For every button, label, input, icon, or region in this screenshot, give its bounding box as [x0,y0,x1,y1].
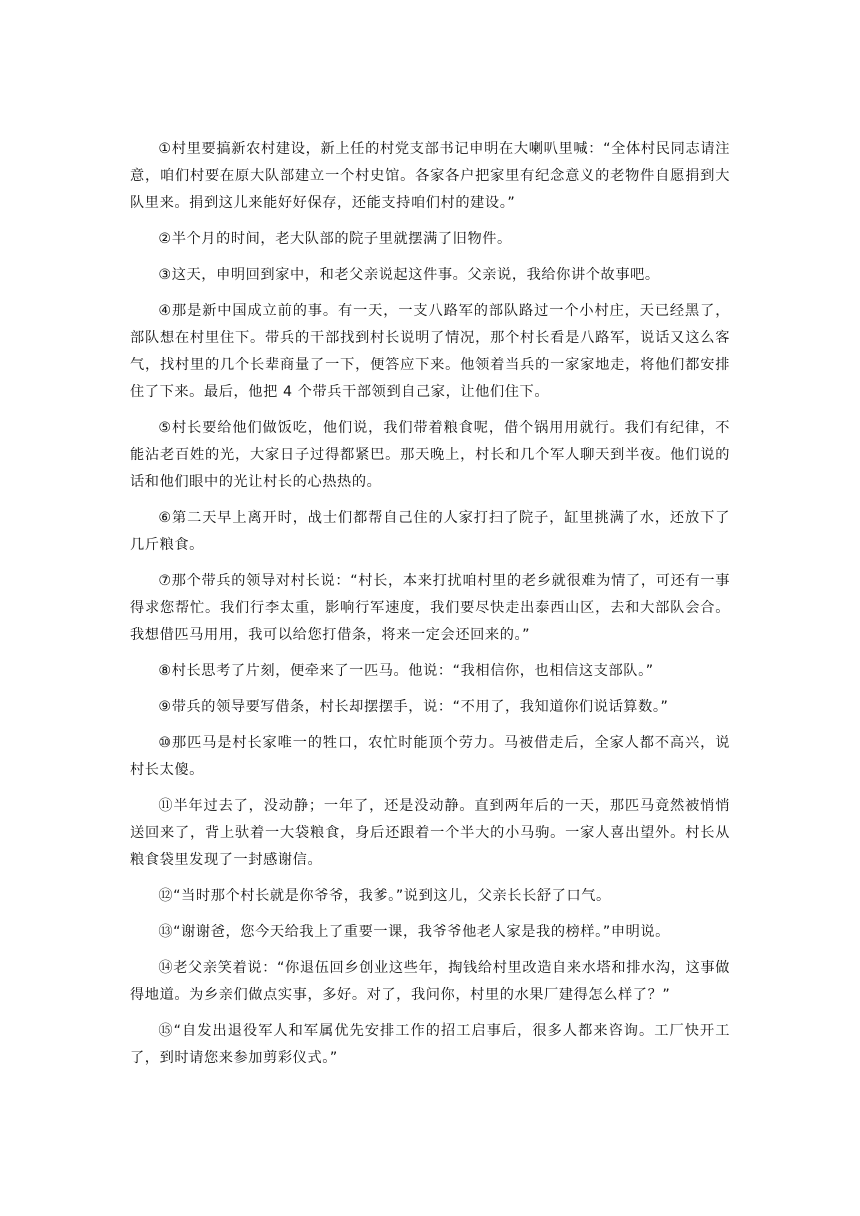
paragraph-10: ⑩那匹马是村长家唯一的牲口，农忙时能顶个劳力。马被借走后，全家人都不高兴，说村长太傻。 [130,735,730,778]
paragraph-12: ⑫“当时那个村长就是你爷爷，我爹。”说到这儿，父亲长长舒了口气。 [158,888,611,904]
paragraph-8: ⑧村长思考了片刻，便牵来了一匹马。他说：“我相信你，也相信这支部队。” [158,663,654,679]
paragraph-7: ⑦那个带兵的领导对村长说：“村长，本来打扰咱村里的老乡就很难为情了，可还有一事得求您帮忙。我们行李太重，影响行军速度，我们要尽快走出泰西山区，去和大部队会合。我想借匹马用用，我可以给您打借条，将来一定会还回来的。” [130,573,730,643]
paragraph-15: ⑮“自发出退役军人和军属优先安排工作的招工启事后，很多人都来咨询。工厂快开工了，到时请您来参加剪彩仪式。” [130,1023,730,1066]
paragraph-3: ③这天，申明回到家中，和老父亲说起这件事。父亲说，我给你讲个故事吧。 [158,267,660,283]
paragraph-14: ⑭老父亲笑着说：“你退伍回乡创业这些年，掏钱给村里改造自来水塔和排水沟，这事做得地道。为乡亲们做点实事，多好。对了，我问你，村里的水果厂建得怎么样了？” [130,960,730,1003]
paragraph-9: ⑨带兵的领导要写借条，村长却摆摆手，说：“不用了，我知道你们说话算数。” [158,699,669,715]
paragraph-5: ⑤村长要给他们做饭吃，他们说，我们带着粮食呢，借个锅用用就行。我们有纪律，不能沾老百姓的光，大家日子过得都紧巴。那天晚上，村长和几个军人聊天到半夜。他们说的话和他们眼中的光让村长的心热热的。 [130,420,730,490]
paragraph-11: ⑪半年过去了，没动静；一年了，还是没动静。直到两年后的一天，那匹马竟然被悄悄送回来了，背上驮着一大袋粮食，身后还跟着一个半大的小马驹。一家人喜出望外。村长从粮食袋里发现了一封感谢信。 [130,798,730,868]
paragraph-1: ①村里要搞新农村建设，新上任的村党支部书记申明在大喇叭里喊：“全体村民同志请注意，咱们村要在原大队部建立一个村史馆。各家各户把家里有纪念意义的老物件自愿捐到大队里来。捐到这儿来能好好保存，还能支持咱们村的建设。” [130,141,730,211]
paragraph-2: ②半个月的时间，老大队部的院子里就摆满了旧物件。 [158,231,512,247]
paragraph-13: ⑬“谢谢爸，您今天给我上了重要一课，我爷爷他老人家是我的榜样。”申明说。 [158,924,670,940]
article-body [130,136,730,1081]
paragraph-4: ④那是新中国成立前的事。有一天，一支八路军的部队路过一个小村庄，天已经黑了，部队想在村里住下。带兵的干部找到村长说明了情况，那个村长看是八路军，说话又这么客气，找村里的几个长辈商量了一下，便答应下来。他领着当兵的一家家地走，将他们都安排住了下来。最后，他把 4 个带兵干部领到自己家，让他们住下。 [130,303,730,400]
paragraph-6: ⑥第二天早上离开时，战士们都帮自己住的人家打扫了院子，缸里挑满了水，还放下了几斤粮食。 [130,510,730,553]
